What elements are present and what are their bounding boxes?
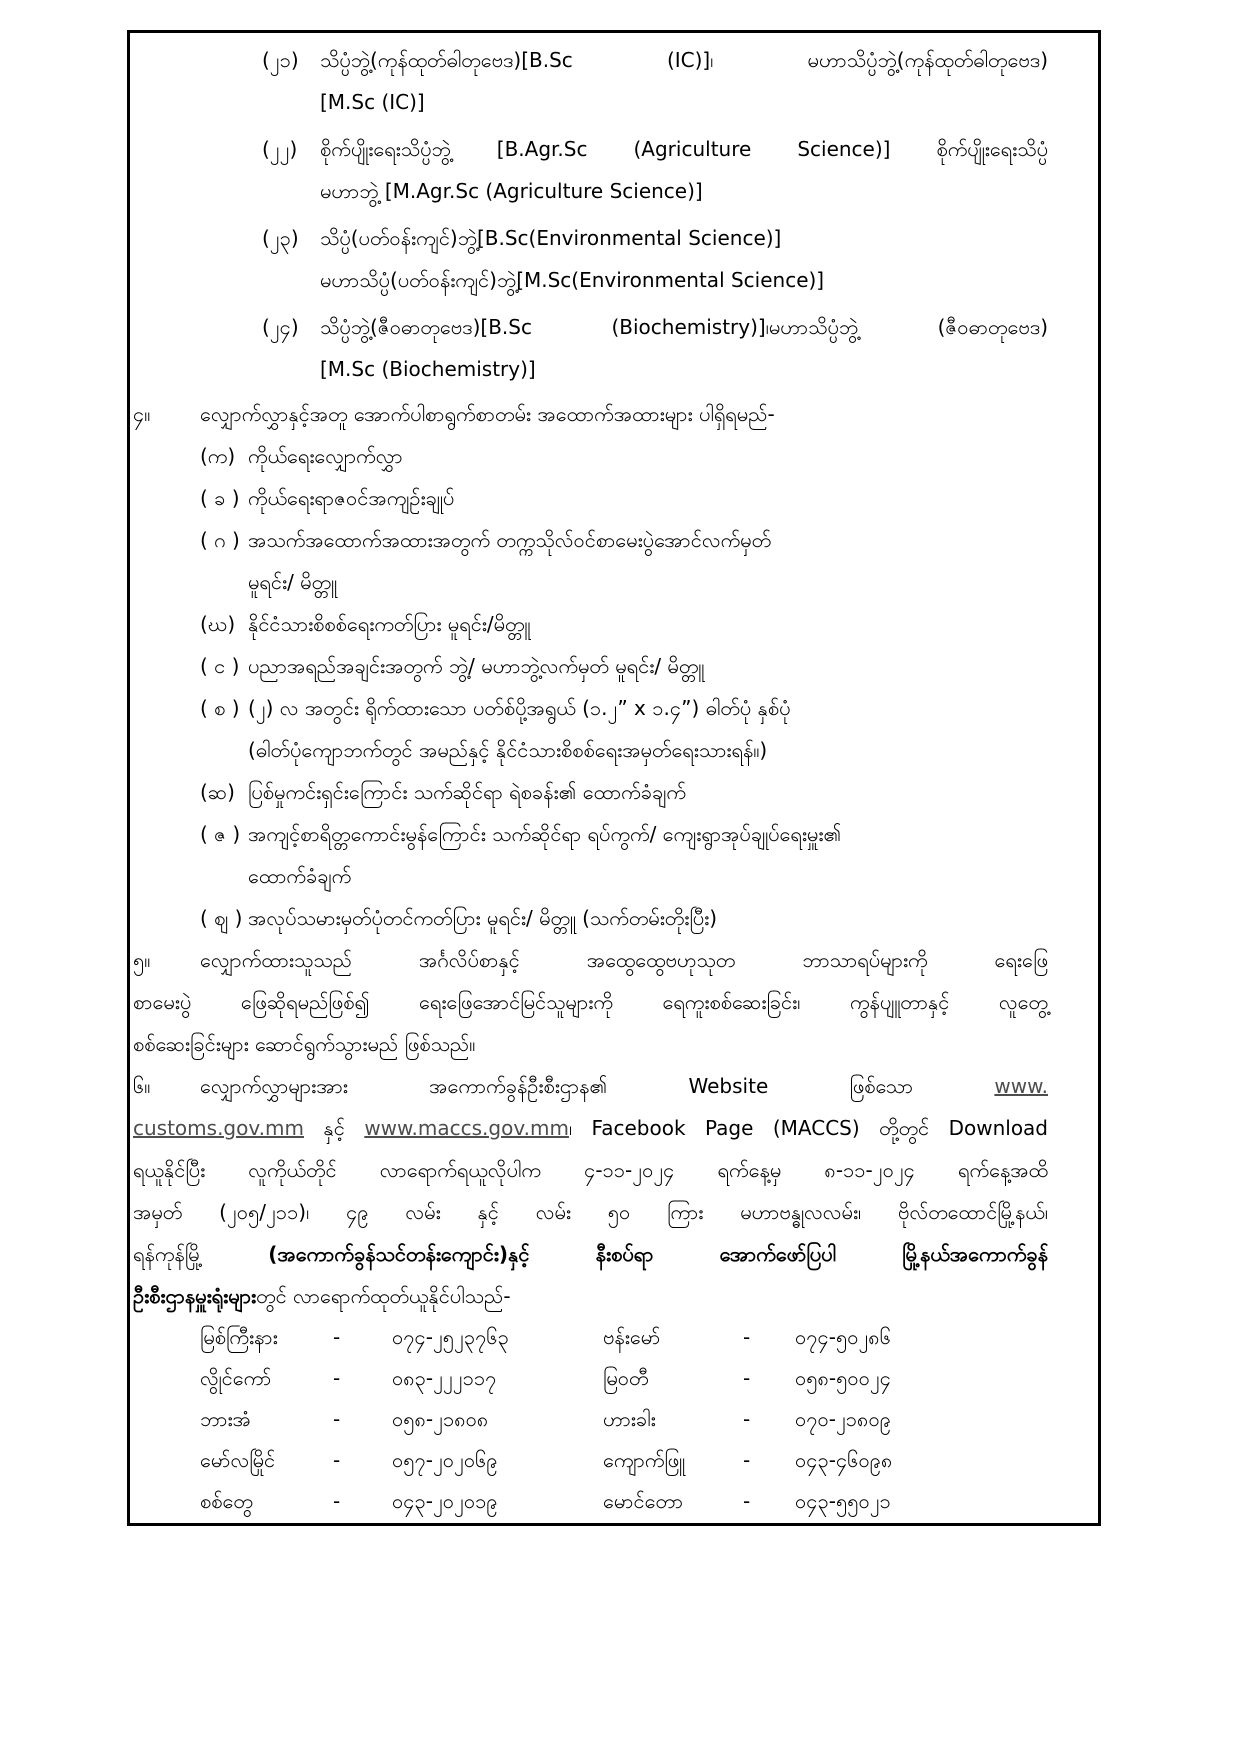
item-line: (၂) လ အတွင်း ရိုက်ထားသော ပတ်စ်ပို့အရွယ် (၁.၂” x ၁.၄”) ဓါတ်ပုံ နှစ်ပုံ — [248, 696, 791, 720]
degree-line: သိပ္ပံဘွဲ့(ဇီဝဓာတုဗေဒ)[B.Sc (Biochemistry)]၊မဟာသိပ္ပံဘွဲ့ (ဇီဝဓာတုဗေဒ) — [320, 315, 1048, 339]
document-item-ga — [133, 519, 1048, 603]
separator-dash: - — [333, 1448, 341, 1472]
document-item-nga — [133, 645, 1048, 687]
document-item-kha — [133, 477, 1048, 519]
item-line: ပြစ်မှုကင်းရှင်းကြောင်း သက်ဆိုင်ရာ ရဲစခန်း၏ ထောက်ခံချက် — [248, 780, 686, 804]
office-row — [133, 1399, 1048, 1440]
item-line: နိုင်ငံသားစိစစ်ရေးကတ်ပြား မူရင်း/မိတ္တူ — [248, 612, 531, 636]
document-item-hsa — [133, 771, 1048, 813]
separator-dash: - — [333, 1325, 341, 1349]
office-name: မော်လမြိုင် — [200, 1448, 276, 1472]
degree-line: [M.Sc (Biochemistry)] — [320, 357, 536, 381]
office-phone: ၀၇၀-၂၁၈၀၉ — [795, 1407, 891, 1431]
item-label: (က) — [200, 444, 236, 468]
separator-dash: - — [743, 1489, 751, 1513]
section-number: ၄။ — [133, 402, 151, 426]
office-phone: ၀၄၃-၂၀၂၀၁၉ — [392, 1489, 498, 1513]
office-name: မြဝတီ — [603, 1366, 649, 1390]
degree-text — [320, 306, 1048, 390]
bold-text: ဦးစီးဌာနမှူးရုံးများ — [133, 1284, 257, 1308]
degree-item-24 — [133, 306, 1048, 390]
office-row — [133, 1317, 1048, 1358]
office-phone: ၀၅၈-၅၀၀၂၄ — [795, 1366, 891, 1390]
separator-dash: - — [743, 1325, 751, 1349]
office-name: ဘားအံ — [200, 1407, 251, 1431]
item-line: အလုပ်သမားမှတ်ပုံတင်ကတ်ပြား မူရင်း/ မိတ္တူ (သက်တမ်းတိုးပြီး) — [248, 906, 717, 930]
section-5-first-line — [133, 939, 1048, 981]
paragraph-line — [133, 1233, 1048, 1275]
office-row — [133, 1358, 1048, 1399]
separator-dash: - — [333, 1407, 341, 1431]
office-row — [133, 1481, 1048, 1522]
office-name: လွိုင်ကော် — [200, 1366, 272, 1390]
office-phone: ၀၅၇-၂၀၂၀၆၉ — [392, 1448, 498, 1472]
item-text — [248, 477, 1048, 519]
item-label: ( ဂ ) — [200, 528, 240, 552]
paragraph-line: လျှောက်ထားသူသည် အင်္ဂလိပ်စာနှင့် အထွေထွေဗဟုသုတ ဘာသာရပ်များကို ရေးဖြေ — [200, 948, 1048, 972]
item-text — [248, 897, 1048, 939]
paragraph-line — [133, 1107, 1048, 1149]
item-text — [248, 645, 1048, 687]
degree-number: (၂၂) — [262, 137, 298, 161]
bold-text: (အကောက်ခွန်သင်တန်းကျောင်း)နှင့် နီးစပ်ရာ အောက်ဖော်ပြပါ မြို့နယ်အကောက်ခွန် — [268, 1242, 1048, 1266]
office-name: ဗန်းမော် — [603, 1325, 661, 1349]
item-label: (ဆ) — [200, 780, 235, 804]
item-line: အကျင့်စာရိတ္တကောင်းမွန်ကြောင်း သက်ဆိုင်ရာ ရပ်ကွက်/ ကျေးရွာအုပ်ချုပ်ရေးမှူး၏ — [248, 822, 842, 846]
separator-dash: - — [743, 1407, 751, 1431]
item-label: ( ဇ ) — [200, 822, 241, 846]
item-label: ( စ ) — [200, 696, 240, 720]
office-name: မြစ်ကြီးနား — [200, 1325, 278, 1349]
degree-item-22 — [133, 128, 1048, 212]
paragraph-text: ရန်ကုန်မြို့ — [133, 1242, 203, 1266]
office-row — [133, 1440, 1048, 1481]
office-phone: ၀၇၄-၂၅၂၃၇၆၃ — [392, 1325, 509, 1349]
document-item-gha — [133, 603, 1048, 645]
degree-line: စိုက်ပျိုးရေးသိပ္ပံဘွဲ့ [B.Agr.Sc (Agriculture Science)] စိုက်ပျိုးရေးသိပ္ပံ — [320, 137, 1048, 161]
item-text — [248, 771, 1048, 813]
degree-item-23 — [133, 217, 1048, 301]
paragraph-line: စာမေးပွဲ ဖြေဆိုရမည်ဖြစ်၍ ရေးဖြေအောင်မြင်သူများကို ရေကူးစစ်ဆေးခြင်း၊ ကွန်ပျူတာနှင့် လူတွေ့ — [133, 990, 1048, 1014]
item-label: ( ဈ ) — [200, 906, 243, 930]
paragraph-line — [133, 1275, 1048, 1317]
degree-line: သိပ္ပံ(ပတ်ဝန်းကျင်)ဘွဲ့[B.Sc(Environmental Science)] — [320, 226, 782, 250]
separator-dash: - — [333, 1489, 341, 1513]
paragraph-text: လျှောက်လွှာများအား အကောက်ခွန်ဦးစီးဌာန၏ Website ဖြစ်သော — [200, 1074, 914, 1098]
paragraph-text: နှင့် — [323, 1116, 345, 1140]
office-phone: ၀၄၃-၅၅၀၂၁ — [795, 1489, 891, 1513]
item-label: (ဃ) — [200, 612, 236, 636]
section-heading-text: လျှောက်လွှာနှင့်အတူ အောက်ပါစာရွက်စာတမ်း အထောက်အထားများ ပါရှိရမည်- — [200, 402, 775, 426]
item-line: ပညာအရည်အချင်းအတွက် ဘွဲ့/ မဟာဘွဲ့လက်မှတ် မူရင်း/ မိတ္တူ — [248, 654, 705, 678]
item-text — [248, 813, 1048, 897]
office-name: စစ်တွေ — [200, 1489, 253, 1513]
section-6-first-line — [133, 1065, 1048, 1107]
office-phone: ၀၅၈-၂၁၈၀၈ — [392, 1407, 489, 1431]
item-line: ကိုယ်ရေးရာဇဝင်အကျဉ်းချုပ် — [248, 486, 455, 510]
item-text — [248, 687, 1048, 771]
maccs-website-link[interactable]: www.maccs.gov.mm — [364, 1116, 569, 1140]
paragraph-line — [200, 1065, 1048, 1107]
degree-item-21 — [133, 39, 1048, 123]
degree-number: (၂၃) — [262, 226, 299, 250]
office-name: မောင်တော — [603, 1489, 684, 1513]
paragraph-line: အမှတ် (၂၀၅/၂၁၁)၊ ၄၉ လမ်း နှင့် လမ်း ၅၀ ကြား မဟာဗန္ဓုလလမ်း၊ ဗိုလ်တထောင်မြို့နယ်၊ — [133, 1200, 1048, 1224]
degree-text — [320, 217, 1048, 301]
office-phone: ၀၇၄-၅၀၂၈၆ — [795, 1325, 891, 1349]
separator-dash: - — [333, 1366, 341, 1390]
item-line: (ဓါတ်ပုံကျောဘက်တွင် အမည်နှင့် နိုင်ငံသားစိစစ်ရေးအမှတ်ရေးသားရန်။) — [248, 738, 768, 762]
office-name: ကျောက်ဖြူ — [603, 1448, 685, 1472]
separator-dash: - — [743, 1366, 751, 1390]
separator-dash: - — [743, 1448, 751, 1472]
item-label: ( ခ ) — [200, 486, 240, 510]
office-phone: ၀၈၃-၂၂၂၁၁၇ — [392, 1366, 497, 1390]
degree-text — [320, 39, 1048, 123]
item-text — [248, 603, 1048, 645]
paragraph-line: ရယူနိုင်ပြီး လူကိုယ်တိုင် လာရောက်ရယူလိုပါက ၄-၁၁-၂၀၂၄ ရက်နေ့မှ ၈-၁၁-၂၀၂၄ ရက်နေ့အထိ — [133, 1158, 1048, 1182]
document-item-za — [133, 813, 1048, 897]
degree-text — [320, 128, 1048, 212]
paragraph-line: စစ်ဆေးခြင်းများ ဆောင်ရွက်သွားမည် ဖြစ်သည်။ — [133, 1032, 476, 1056]
degree-line: [M.Sc (IC)] — [320, 90, 425, 114]
degree-line: မဟာဘွဲ့ [M.Agr.Sc (Agriculture Science)] — [320, 179, 703, 203]
section-number: ၆။ — [133, 1074, 151, 1098]
degree-line: မဟာသိပ္ပံ(ပတ်ဝန်းကျင်)ဘွဲ့[M.Sc(Environmental Science)] — [320, 268, 825, 292]
item-line: ကိုယ်ရေးလျှောက်လွှာ — [248, 444, 403, 468]
degree-line: သိပ္ပံဘွဲ့(ကုန်ထုတ်ဓါတုဗေဒ)[B.Sc (IC)]၊ မဟာသိပ္ပံဘွဲ့(ကုန်ထုတ်ဓါတုဗေဒ) — [320, 48, 1048, 72]
item-text — [248, 519, 1048, 603]
office-phone: ၀၄၃-၄၆၀၉၈ — [795, 1448, 893, 1472]
degree-number: (၂၄) — [262, 315, 299, 339]
document-content — [133, 39, 1048, 1522]
customs-website-link[interactable]: customs.gov.mm — [133, 1116, 304, 1140]
paragraph-text: တွင် လာရောက်ထုတ်ယူနိုင်ပါသည်- — [256, 1284, 511, 1308]
item-text — [248, 435, 1048, 477]
office-name: ဟားခါး — [603, 1407, 656, 1431]
item-line: ထောက်ခံချက် — [248, 864, 352, 888]
section-4-heading — [133, 393, 1048, 435]
item-label: ( င ) — [200, 654, 240, 678]
paragraph-text: ၊ Facebook Page (MACCS) တို့တွင် Download — [568, 1116, 1049, 1140]
customs-website-link[interactable]: www. — [994, 1074, 1048, 1098]
item-line: မူရင်း/ မိတ္တူ — [248, 570, 337, 594]
item-line: အသက်အထောက်အထားအတွက် တက္ကသိုလ်ဝင်စာမေးပွဲအောင်လက်မှတ် — [248, 528, 772, 552]
section-number: ၅။ — [133, 948, 151, 972]
document-item-zha — [133, 897, 1048, 939]
document-item-ka — [133, 435, 1048, 477]
degree-number: (၂၁) — [262, 48, 299, 72]
document-item-sa — [133, 687, 1048, 771]
office-phone-table — [133, 1317, 1048, 1522]
